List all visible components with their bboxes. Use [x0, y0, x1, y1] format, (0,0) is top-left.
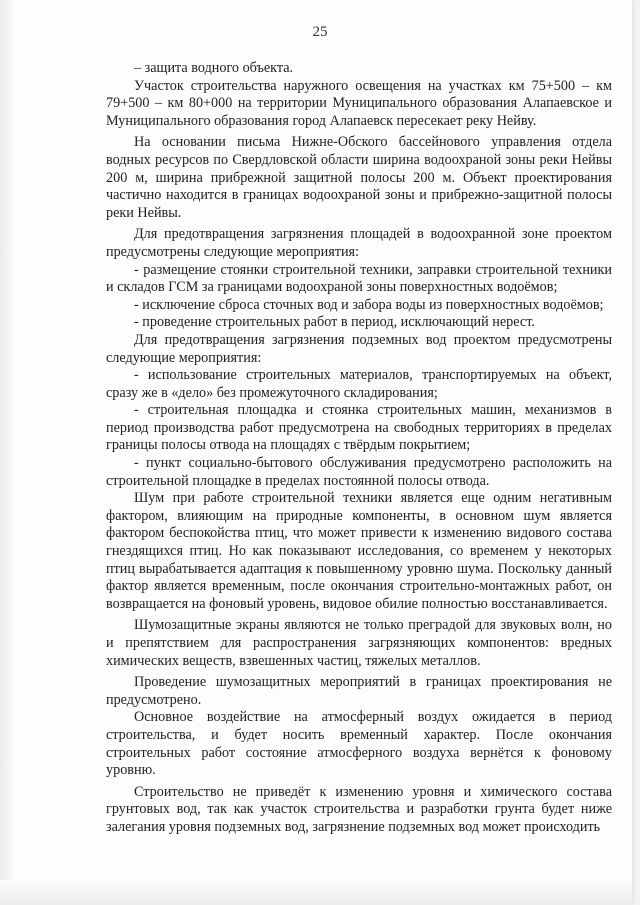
- paragraph: - размещение стоянки строительной техники, заправки строительной техники и складов ГСМ за границами водоохраной зоны поверхностных водоёмов;: [106, 261, 612, 296]
- paragraph: - строительная площадка и стоянка строительных машин, механизмов в период производства работ предусмотрена на свободных территориях в пределах границы полосы отвода на площадях с твёрдым покрытием;: [106, 402, 612, 454]
- page-edge-shadow: [0, 0, 14, 905]
- paragraph: Участок строительства наружного освещения на участках км 75+500 – км 79+500 – км 80+000 на территории Муниципального образования Алапаевское и Муниципального образования город Алапаевск пересекает реку Нейву.: [106, 77, 612, 129]
- paragraph: - использование строительных материалов, транспортируемых на объект, сразу же в «дело» без промежуточного складирования;: [106, 367, 612, 401]
- page-number: 25: [312, 24, 328, 40]
- paragraph: - проведение строительных работ в период, исключающий нерест.: [134, 314, 535, 331]
- paragraph: На основании письма Нижне-Обского бассейнового управления отдела водных ресурсов по Свердловской области ширина водоохраной зоны реки Нейвы 200 м, ширина прибрежной защитной полосы 200 м. Объект проектирования частично находится в границах водоохраной зоны и прибрежно-защитной полосы реки Нейвы.: [106, 134, 612, 221]
- paragraph: Шум при работе строительной техники является еще одним негативным фактором, влияющим на природные компоненты, в основном шум является фактором беспокойства птиц, что может привести к изменению видового состава гнездящихся птиц. Но как показывают исследования, со временем у некоторых птиц вырабатывается адаптация к повышенному уровню шума. Поскольку данный фактор является временным, после окончания строительно-монтажных работ, он возвращается на фоновый уровень, видовое обилие полностью восстанавливается.: [106, 490, 612, 612]
- paragraph: - пункт социально-бытового обслуживания предусмотрено расположить на строительной площадке в пределах постоянной полосы отвода.: [106, 455, 612, 489]
- document-body: [106, 60, 612, 837]
- paragraph: Для предотвращения загрязнения подземных вод проектом предусмотрены следующие мероприятия:: [106, 331, 612, 366]
- paragraph: Проведение шумозащитных мероприятий в границах проектирования не предусмотрено.: [106, 674, 612, 708]
- paragraph: Строительство не приведёт к изменению уровня и химического состава грунтовых вод, так как участок строительства и разработки грунта будет ниже залегания уровня подземных вод, загрязнение подземных вод может происходить: [106, 783, 612, 835]
- paragraph: - исключение сброса сточных вод и забора воды из поверхностных водоёмов;: [134, 296, 604, 313]
- page-bottom-shadow: [0, 880, 632, 905]
- paragraph: – защита водного объекта.: [134, 60, 294, 76]
- paragraph: Основное воздействие на атмосферный воздух ожидается в период строительства, и будет носить временный характер. После окончания строительных работ состояние атмосферного воздуха вернётся к фоновому уровню.: [106, 709, 612, 779]
- paragraph: Для предотвращения загрязнения площадей в водоохранной зоне проектом предусмотрены следующие мероприятия:: [106, 226, 612, 260]
- paragraph: Шумозащитные экраны являются не только преградой для звуковых волн, но и препятствием для распространения загрязняющих компонентов: вредных химических веществ, взвешенных частиц, тяжелых металлов.: [106, 617, 612, 669]
